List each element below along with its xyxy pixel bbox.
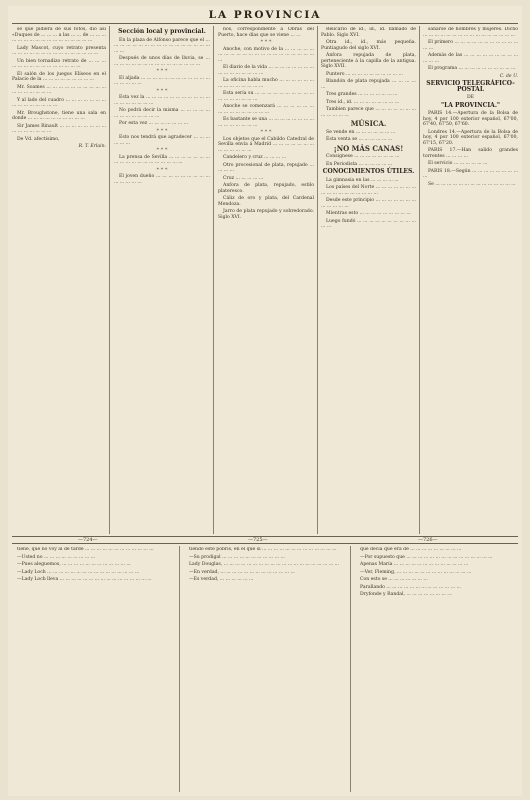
subheading: MÚSICA. [350,119,387,128]
section-heading: CONOCIMIENTOS ÚTILES. [322,168,415,175]
paragraph: Anfora de plata, repujado, estilo plateresco. [218,183,314,194]
paragraph: Los países del Norte ... ... ... ... ... ... ... ... ... ... ... ... ... ... ... ... ... [321,185,416,196]
paragraph: Sir James Rinault ... ... ... ... ... ... ... ... ... ... ... ... ... ... ... [12,123,106,134]
paragraph: El servicio ... ... ... ... ... ... [428,161,488,166]
paragraph: En la plaza de Alfonso parece que el ... ... ... ... ... ... ... ... ... ... ... ... ... ... ... ... ... ... ... [114,37,210,54]
paragraph: —Lady Loch ... ... ... ... ... ... ... ... ... ... ... ... ... ... ... ... [17,569,140,575]
paragraph: Mr. Soames ... ... ... ... ... ... ... ... ... ... ... ... ... ... ... ... ... [12,84,106,95]
paragraph: Cáliz de oro y plata, del Cardenal Mendoza. [218,196,314,207]
paragraph: Apenas María ... ... ... ... ... ... ... ... ... ... ... ... ... [360,562,469,567]
paragraph: Los objetos que el Cabildo Catedral de Sevilla envía á Madrid ... ... ... ... ... ... ... ... ... ... ... ... ... [218,136,314,153]
paragraph: Luego fundó ... ... ... ... ... ... ... ... ... ... ... ... [321,218,416,229]
paragraph: Jarro de plata repujado y sobredorado. Siglo XVI. [218,209,314,220]
centered-text: DE [466,95,475,100]
column-divider [419,26,420,534]
paragraph: El joven dueño ... ... ... ... ... ... ... ... ... ... ... ... ... ... [114,174,210,185]
paragraph: tiene, que no voy al de tarde ... ... ... ... ... ... ... ... ... ... ... ... [17,547,154,552]
paragraph: Un bien tornadizo retrato de ... ... ... ... ... ... ... ... ... ... ... ... ... ... ... [12,58,106,69]
paragraph: Londres 14.—Apertura de la Bolsa de hoy, 4 por 100 exterior español, 67'00, 67'15, 67'20. [423,129,518,146]
paragraph: Otra id., id., más pequeña. Puntiagudo del siglo XVI. [321,40,416,51]
signature: R. T. Erlain. [78,144,106,149]
paragraph: Lady Mascot, cuyo retrato presenta ... ... ... ... ... ... ... ... ... ... ... ... ... ... ... [12,45,106,56]
signature: C. de U. [499,73,518,79]
paragraph: Lady Douglas, ... ... ... ... ... ... ... ... ... ... ... ... ... ... ... ... ... ... ... ... [189,562,339,567]
paragraph: Tres grandes ... ... ... ... ... ... ... [326,92,398,97]
paragraph: Esta sería su ... ... ... ... ... ... ... ... ... ... ... ... ... ... ... ... ... [218,91,314,102]
page-number: —726— [418,537,438,543]
paragraph: nos, correspondiente á Obras del Puerto, hace días que se viene ... ... [218,27,314,38]
paragraph: tiendo este pobrís, en el que si ... ... ... ... ... ... ... ... ... ... ... ... ... [189,547,337,552]
paragraph: Consignese ... ... ... ... ... ... ... ... [326,154,400,159]
paragraph: que decía que era de ... ... ... ... ... ... ... ... ... [360,547,462,552]
paragraph: Y al lado del cuadro ... ... ... ... ... ... ... ... ... ... ... ... ... ... ... [12,97,106,108]
paragraph: PARIS 17.—Han salido grandes torrentes ... ... ... ... [423,148,518,159]
paragraph: sañarse de hombres y mujeres. Dicho ... ... ... ... ... ... ... ... ... ... ... ... ... ... ... ... [423,27,518,38]
paragraph: El programa ... ... ... ... ... ... ... ... ... ... [428,66,516,71]
paragraph: En Periodista ... ... ... ... ... ... [326,161,393,167]
paragraph: Ánfora repujada de plata, perteneciente á la capilla de la antigua. Siglo XVII. [321,53,416,69]
paragraph: —Ver, Fleming, ... ... ... ... ... ... ... ... ... ... ... ... ... [360,569,472,575]
column-5 [423,27,518,533]
paragraph: PARIS 18.—Según ... ... ... ... ... ... ... ... ... [423,168,518,179]
asterism-separator: * * * [260,39,272,45]
paragraph: Esta vez la ... ... ... ... ... ... ... ... ... ... ... ... ... ... ... ... ... ... [114,95,210,106]
paragraph: Blandón de plata repujada ... ... ... ... ... [321,79,416,90]
paragraph: —Lady Loch lleva ... ... ... ... ... ... ... ... ... ... ... ... ... ... ... ... [17,577,152,582]
asterism-separator: * * * [260,129,272,135]
asterism-separator: * * * [156,68,168,74]
paragraph: —Usted no ... ... ... ... ... ... ... ... ... [17,554,96,560]
newspaper-title: LA PROVINCIA [208,9,322,21]
paragraph: Por esta vez ... ... ... ... ... ... ... [119,121,189,126]
column-1 [12,27,106,533]
paragraph: Parallando ... ... ... ... ... ... ... ... ... ... ... ... ... [360,584,461,590]
page-number: —724— [78,537,98,543]
paragraph: Anoche se comenzará ... ... ... ... ... ... ... ... ... ... ... ... ... ... ... [218,104,314,115]
column-divider [317,26,318,534]
folletin-column-3 [355,547,518,791]
paragraph: Con esto se ... ... ... ... ... ... ... [360,577,428,582]
column-4 [321,27,416,533]
paragraph: Puntero ... ... ... ... ... ... ... ... ... ... [326,71,403,77]
paragraph: Anoche, con motivo de la ... ... ... ... ... ... ... ... ... ... ... ... ... ... ... ... ... ... ... ... ... ... [218,46,314,63]
paragraph: De Vd. afectísimo, [17,136,60,142]
section-heading: Sección local y provincial. [118,28,206,35]
paragraph: Ésta venta se ... ... ... ... ... ... [326,137,393,142]
paragraph: No podrá decir la misma ... ... ... ... ... ... ... ... ... ... ... ... ... [114,108,210,119]
paragraph: Mr. Broughstone, tiene una sala en donde ... ... ... ... ... ... ... ... ... ... [12,110,106,121]
folletin-column-1 [12,547,175,791]
asterism-separator: * * * [156,127,168,134]
asterism-separator: * * * [156,87,168,94]
asterism-separator: * * * [156,166,168,173]
section-heading: SERVICIO TELEGRÁFICO-POSTAL [426,80,515,93]
paragraph: La gimnasia en las ... ... ... ... ... [326,177,399,183]
paragraph: Se vende en ... ... ... ... ... ... ... [326,129,396,135]
paragraph: —En verdad, ... ... ... ... ... ... ... ... ... ... ... ... ... [189,569,295,575]
paragraph: El aljada ... ... ... ... ... ... ... ... ... ... ... ... ... ... ... ... ... [114,75,210,86]
folletin-column-2 [184,547,346,791]
column-3 [218,27,314,533]
paragraph: Dryfonde y Randal, ... ... ... ... ... ... ... ... [360,592,452,597]
paragraph: Mientras esto ... ... ... ... ... ... ... ... ... [326,211,411,216]
paragraph: Tres id., id. ... ... ... ... ... ... ... ... [326,99,400,105]
paragraph: La prensa de Sevilla ... ... ... ... ... ... ... ... ... ... ... ... ... ... ... ... ... ... ... [114,154,210,165]
newspaper-page [8,6,522,796]
subheading: ¡NO MÁS CANAS! [333,143,404,153]
column-divider [179,546,180,792]
paragraph: Después de unos días de lluvia, se ... ... ... ... ... ... ... ... ... ... ... ... ... ... ... ... [114,56,210,67]
paragraph: —Pues aleguemos, ... ... ... ... ... ... ... ... ... ... ... ... [17,562,131,567]
asterism-separator: * * * [156,147,168,153]
paragraph: —Su prodigal ... ... ... ... ... ... ... ... ... ... ... [189,554,285,560]
paragraph: Relicario de id., id., id. llamado de Pablo. Siglo XVI. [321,27,416,38]
column-divider [109,26,110,534]
masthead [8,8,522,22]
paragraph: Candelero y cruz ... ... ... ... [223,155,287,160]
paragraph: se que pidiera de sus fotos, dio asi «Duques de ... ... ... a las ... ... de ... ... ... ... ... ... ... ... ... ... ... ... ... ... ... ... ... [12,27,106,43]
paragraph: El diario de la vida ... ... ... ... ... ... ... ... ... ... ... ... ... ... ... ... [218,65,314,76]
paragraph: La oficina habla mucho ... ... ... ... ... ... ... ... ... ... ... ... ... ... [218,78,314,89]
folletin-rule [12,543,518,544]
paragraph: —Por supuesto que ... ... ... ... ... ... ... ... ... ... ... ... ... ... ... [360,554,493,560]
paragraph: Además de las ... ... ... ... ... ... ... ... ... ... ... ... [423,53,518,64]
paragraph: El primero ... ... ... ... ... ... ... ... ... ... ... ... ... [423,40,518,51]
column-divider [350,546,351,792]
paragraph: Cruz ... ... ... ... ... [223,175,264,181]
paragraph: PARIS 14.—Apertura de la Bolsa de hoy, 4 por 100 exterior español, 67'00, 67'40, 67'50, 67'60. [423,111,518,127]
column-divider [213,26,214,534]
paragraph: El salón de los juegos Elíseos en el Palacio de la ... ... ... ... ... ... ... ... ... [12,71,106,82]
section-heading: "LA PROVINCIA." [440,101,501,109]
column-2 [114,27,210,533]
paragraph: Otro procesional de plata, repujado ... ... ... ... [218,162,314,173]
page-number: —725— [248,537,268,543]
paragraph: Desde este principio ... ... ... ... ... ... ... ... ... ... ... ... [321,198,416,209]
paragraph: Es bastante se una ... ... ... ... ... ... ... ... ... ... ... ... ... ... ... [218,117,314,128]
paragraph: Esto nos tendrá que agradecer ... ... ... ... ... ... [114,135,210,146]
header-rule [12,23,518,24]
paragraph: Se ... ... ... ... ... ... ... ... ... ... ... ... ... ... [428,181,516,187]
paragraph: Tambien parece que ... ... ... ... ... ... ... ... ... ... ... ... [321,107,416,118]
paragraph: —Es verdad, ... ... ... ... ... ... [189,577,254,582]
